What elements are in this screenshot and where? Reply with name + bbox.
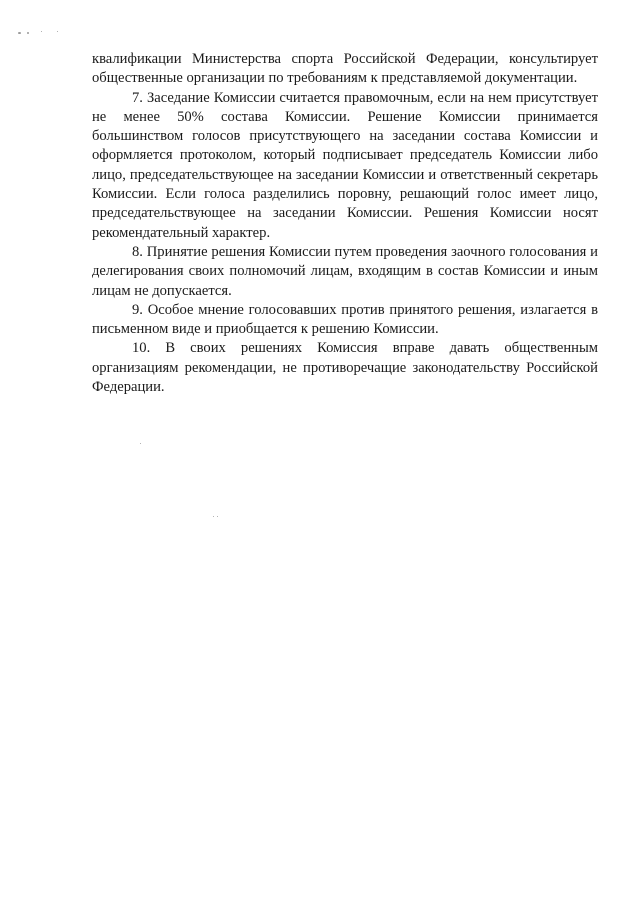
paragraph-item-9: 9. Особое мнение голосовавших против принятого решения, излагается в письменном виде и приобщается к решению Комиссии. [92,301,598,338]
scan-speck [140,443,141,444]
paragraph-item-8: 8. Принятие решения Комиссии путем проведения заочного голосования и делегирования своих полномочий лицам, входящим в состав Комиссии и иным лицам не допускается. [92,243,598,299]
paragraph-item-7: 7. Заседание Комиссии считается правомочным, если на нем присутствует не менее 50% состава Комиссии. Решение Комиссии принимается большинством голосов присутствующего на заседании состава Комиссии и оформляется протоколом, который подписывает председатель Комиссии либо лицо, председательствующее на заседании Комиссии и ответственный секретарь Комиссии. Если голоса разделились поровну, решающий голос имеет лицо, председательствующее на заседании Комиссии. Решения Комиссии носят рекомендательный характер. [92,89,598,241]
scan-speck [57,31,58,32]
scan-speck [18,32,21,34]
paragraph-continuation: квалификации Министерства спорта Российской Федерации, консультирует общественные организации по требованиям к представляемой документации. [92,51,598,87]
scan-speck [41,31,42,32]
document-body [92,50,598,397]
scan-speck [213,516,214,517]
scan-speck [27,32,29,34]
paragraph-item-10: 10. В своих решениях Комиссия вправе давать общественным организациям рекомендации, не противоречащие законодательству Российской Федерации. [92,340,598,396]
scan-speck [217,516,218,517]
